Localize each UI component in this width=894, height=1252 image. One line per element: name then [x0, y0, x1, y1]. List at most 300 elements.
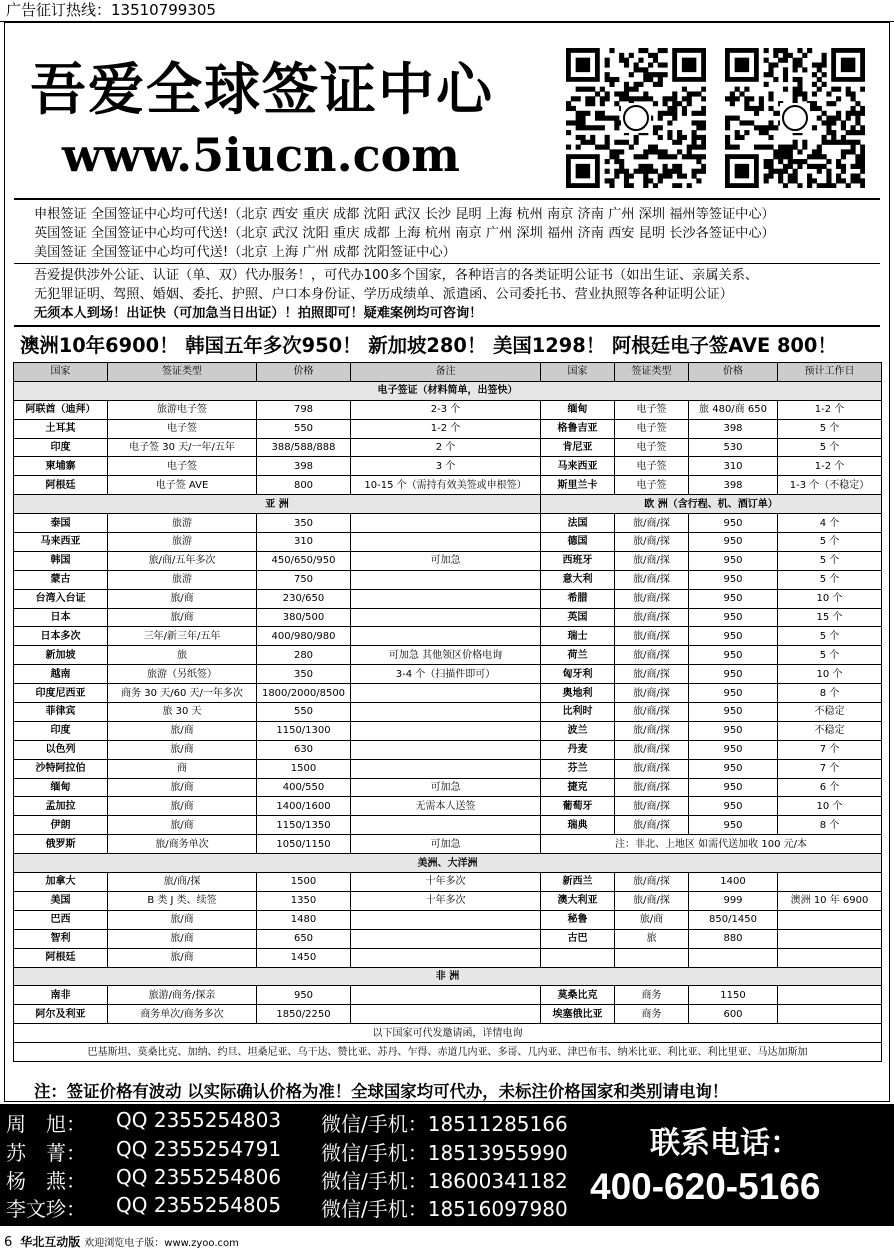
table-cell: 530	[689, 438, 778, 457]
table-cell: 950	[689, 740, 778, 759]
column-header: 价格	[689, 363, 778, 382]
table-row	[14, 608, 882, 627]
table-cell: 400/550	[257, 778, 351, 797]
country-cell	[541, 948, 615, 967]
contact-qq[interactable]: QQ 2355254805	[116, 1193, 282, 1217]
table-cell	[351, 910, 541, 929]
country-cell: 伊朗	[14, 816, 108, 835]
table-cell: 商	[108, 759, 257, 778]
table-cell: 旅/商/探	[615, 646, 689, 665]
table-cell: 10-15 个（需持有效美签或申根签）	[351, 476, 541, 495]
table-cell: 不稳定	[778, 703, 882, 722]
table-cell	[778, 1005, 882, 1024]
table-cell: 950	[689, 778, 778, 797]
table-cell	[351, 948, 541, 967]
contact-name: 李文珍：	[6, 1197, 86, 1221]
section-header: 电子签证（材料简单，出签快）	[14, 381, 882, 400]
table-cell: 旅/商	[108, 929, 257, 948]
table-cell	[351, 514, 541, 533]
table-cell	[351, 589, 541, 608]
country-cell: 新西兰	[541, 873, 615, 892]
table-cell: 3 个	[351, 457, 541, 476]
table-cell: 旅	[108, 646, 257, 665]
table-cell: 十年多次	[351, 891, 541, 910]
table-cell: 1150	[689, 986, 778, 1005]
country-cell: 越南	[14, 665, 108, 684]
table-cell: 旅/商/探	[615, 665, 689, 684]
table-cell: 5 个	[778, 646, 882, 665]
table-row	[14, 627, 882, 646]
price-note: 注：签证价格有波动 以实际确认价格为准！全球国家均可代办，未标注价格国家和类别请电询！	[34, 1082, 729, 1101]
table-row	[14, 684, 882, 703]
table-cell: 旅/商/探	[108, 873, 257, 892]
table-row	[14, 1043, 882, 1062]
table-cell	[351, 608, 541, 627]
country-cell: 缅甸	[541, 400, 615, 419]
table-cell: 388/588/888	[257, 438, 351, 457]
table-row	[14, 476, 882, 495]
table-cell: 不稳定	[778, 721, 882, 740]
country-cell: 韩国	[14, 551, 108, 570]
table-cell	[351, 684, 541, 703]
country-cell: 菲律宾	[14, 703, 108, 722]
table-cell: 旅/商/探	[615, 891, 689, 910]
table-cell: 750	[257, 570, 351, 589]
table-cell: 550	[257, 419, 351, 438]
table-row	[14, 514, 882, 533]
country-cell: 马来西亚	[14, 533, 108, 552]
table-cell: 旅/商/探	[615, 816, 689, 835]
country-cell: 印度	[14, 721, 108, 740]
country-cell: 捷克	[541, 778, 615, 797]
table-row	[14, 419, 882, 438]
section-row	[14, 854, 882, 873]
contact-qq[interactable]: QQ 2355254791	[116, 1137, 282, 1161]
country-cell: 阿尔及利亚	[14, 1005, 108, 1024]
table-cell: 7 个	[778, 759, 882, 778]
country-cell: 英国	[541, 608, 615, 627]
table-note: 注：非北、上地区 如需代送加收 100 元/本	[541, 835, 882, 854]
table-cell: 10 个	[778, 589, 882, 608]
table-cell: 旅游	[108, 514, 257, 533]
table-row	[14, 589, 882, 608]
weibo-qr-code	[566, 48, 706, 188]
table-cell: 310	[257, 533, 351, 552]
country-cell: 德国	[541, 533, 615, 552]
table-cell: 旅游/商务/探亲	[108, 986, 257, 1005]
table-cell: 旅/商	[108, 721, 257, 740]
table-cell: 商务 30 天/60 天/一年多次	[108, 684, 257, 703]
brand-title: 吾爱全球签证中心	[30, 57, 494, 123]
service-line: 英国签证 全国签证中心均可代送!（北京 武汉 沈阳 重庆 成都 上海 杭州 南京 广州 深圳 福州 济南 西安 昆明 长沙各签证中心）	[34, 226, 775, 241]
country-cell: 澳大利亚	[541, 891, 615, 910]
country-cell: 台湾入台证	[14, 589, 108, 608]
section-row	[14, 381, 882, 400]
country-cell: 匈牙利	[541, 665, 615, 684]
table-row	[14, 438, 882, 457]
table-cell: 商务	[615, 986, 689, 1005]
table-cell: 旅/商	[108, 910, 257, 929]
table-cell: 1400/1600	[257, 797, 351, 816]
table-cell: 电子签 AVE	[108, 476, 257, 495]
hotline-label: 联系电话：	[650, 1126, 800, 1161]
table-cell	[778, 948, 882, 967]
table-cell: 950	[689, 570, 778, 589]
country-cell: 加拿大	[14, 873, 108, 892]
hotline-number[interactable]: 400-620-5166	[590, 1166, 821, 1207]
table-cell: 1150/1300	[257, 721, 351, 740]
table-row	[14, 929, 882, 948]
table-cell: 3-4 个（扫描件即可）	[351, 665, 541, 684]
table-cell: 600	[689, 1005, 778, 1024]
table-row	[14, 665, 882, 684]
section-row	[14, 967, 882, 986]
country-cell: 印度	[14, 438, 108, 457]
table-cell: 十年多次	[351, 873, 541, 892]
column-header: 国家	[541, 363, 615, 382]
table-cell: 950	[689, 514, 778, 533]
country-cell: 俄罗斯	[14, 835, 108, 854]
table-cell: 旅 480/商 650	[689, 400, 778, 419]
table-cell: 880	[689, 929, 778, 948]
table-cell	[778, 929, 882, 948]
table-cell: 400/980/980	[257, 627, 351, 646]
contact-qq[interactable]: QQ 2355254803	[116, 1108, 282, 1132]
table-cell: 1480	[257, 910, 351, 929]
table-cell: 5 个	[778, 551, 882, 570]
table-cell: 350	[257, 514, 351, 533]
page-number: 6	[4, 1235, 13, 1250]
table-cell: 1050/1150	[257, 835, 351, 854]
service-line: 申根签证 全国签证中心均可代送!（北京 西安 重庆 成都 沈阳 武汉 长沙 昆明 上海 杭州 南京 济南 广州 深圳 福州等签证中心）	[34, 207, 775, 222]
table-cell	[351, 740, 541, 759]
table-cell: 可加急	[351, 835, 541, 854]
table-cell: B 类 J 类、续签	[108, 891, 257, 910]
table-cell: 398	[257, 457, 351, 476]
table-cell	[351, 986, 541, 1005]
table-row	[14, 816, 882, 835]
country-cell: 希腊	[541, 589, 615, 608]
brand-url[interactable]: www.5iucn.com	[62, 128, 460, 182]
table-cell: 950	[689, 646, 778, 665]
column-header: 签证类型	[615, 363, 689, 382]
country-cell: 斯里兰卡	[541, 476, 615, 495]
table-cell: 950	[689, 665, 778, 684]
table-cell: 旅	[615, 929, 689, 948]
country-cell: 马来西亚	[541, 457, 615, 476]
country-cell: 比利时	[541, 703, 615, 722]
contact-phone[interactable]: 微信/手机：18513955990	[321, 1141, 568, 1165]
table-cell: 旅/商/探	[615, 873, 689, 892]
table-cell	[778, 986, 882, 1005]
table-cell: 950	[689, 816, 778, 835]
table-cell: 10 个	[778, 797, 882, 816]
table-row	[14, 778, 882, 797]
country-cell: 奥地利	[541, 684, 615, 703]
table-cell: 旅/商	[108, 740, 257, 759]
country-cell: 埃塞俄比亚	[541, 1005, 615, 1024]
column-header: 预计工作日	[778, 363, 882, 382]
divider	[14, 325, 880, 327]
country-cell: 阿根廷	[14, 948, 108, 967]
country-cell: 肯尼亚	[541, 438, 615, 457]
column-header: 签证类型	[108, 363, 257, 382]
table-cell	[778, 873, 882, 892]
table-cell: 1350	[257, 891, 351, 910]
table-cell: 800	[257, 476, 351, 495]
table-cell: 旅/商/探	[615, 627, 689, 646]
country-cell: 瑞典	[541, 816, 615, 835]
table-cell: 旅/商/探	[615, 684, 689, 703]
wechat-qr-code	[725, 48, 865, 188]
table-cell: 旅/商/探	[615, 797, 689, 816]
table-cell: 旅/商/探	[615, 759, 689, 778]
contact-phone[interactable]: 微信/手机：18516097980	[321, 1197, 568, 1221]
table-cell: 旅/商	[108, 816, 257, 835]
table-cell: 380/500	[257, 608, 351, 627]
table-cell: 旅/商/探	[615, 608, 689, 627]
table-cell: 旅 30 天	[108, 703, 257, 722]
table-cell: 2 个	[351, 438, 541, 457]
table-cell: 5 个	[778, 570, 882, 589]
country-cell: 格鲁吉亚	[541, 419, 615, 438]
contact-phone[interactable]: 微信/手机：18600341182	[321, 1169, 568, 1193]
table-cell: 1450	[257, 948, 351, 967]
table-row	[14, 646, 882, 665]
country-cell: 莫桑比克	[541, 986, 615, 1005]
table-cell: 1150/1350	[257, 816, 351, 835]
country-cell: 智利	[14, 929, 108, 948]
country-cell: 缅甸	[14, 778, 108, 797]
table-cell: 2-3 个	[351, 400, 541, 419]
invite-title: 以下国家可代发邀请函，详情电询	[14, 1024, 882, 1043]
table-cell: 商务	[615, 1005, 689, 1024]
table-cell: 可加急 其他领区价格电询	[351, 646, 541, 665]
table-cell: 7 个	[778, 740, 882, 759]
table-cell	[351, 721, 541, 740]
country-cell: 意大利	[541, 570, 615, 589]
table-row	[14, 551, 882, 570]
table-cell	[351, 1005, 541, 1024]
table-cell: 旅/商务单次	[108, 835, 257, 854]
table-cell: 旅游	[108, 533, 257, 552]
table-cell: 旅/商/探	[615, 740, 689, 759]
table-cell: 旅游	[108, 570, 257, 589]
table-cell: 旅/商	[615, 910, 689, 929]
table-cell: 旅/商/五年多次	[108, 551, 257, 570]
table-cell: 电子签	[108, 457, 257, 476]
country-cell: 法国	[541, 514, 615, 533]
section-header: 美洲、大洋洲	[14, 854, 882, 873]
section-header: 欧 洲（含行程、机、酒订单）	[541, 495, 882, 514]
table-cell: 电子签	[615, 419, 689, 438]
table-cell: 650	[257, 929, 351, 948]
footer-text[interactable]: 欢迎浏览电子版：www.zyoo.com	[84, 1238, 239, 1249]
table-cell	[778, 910, 882, 929]
table-cell: 850/1450	[689, 910, 778, 929]
table-cell: 旅/商	[108, 778, 257, 797]
table-cell: 旅/商/探	[615, 589, 689, 608]
table-row	[14, 1005, 882, 1024]
country-cell: 以色列	[14, 740, 108, 759]
country-cell: 阿联酋（迪拜）	[14, 400, 108, 419]
table-cell: 398	[689, 476, 778, 495]
table-cell: 1850/2250	[257, 1005, 351, 1024]
table-cell: 澳洲 10 年 6900	[778, 891, 882, 910]
table-row	[14, 703, 882, 722]
table-row	[14, 721, 882, 740]
table-cell	[351, 533, 541, 552]
table-cell: 旅/商/探	[615, 721, 689, 740]
service-line: 美国签证 全国签证中心均可代送!（北京 上海 广州 成都 沈阳签证中心）	[34, 245, 456, 260]
table-row	[14, 873, 882, 892]
table-cell: 电子签	[615, 476, 689, 495]
country-cell: 南非	[14, 986, 108, 1005]
table-row	[14, 1024, 882, 1043]
table-cell: 8 个	[778, 816, 882, 835]
country-cell: 葡萄牙	[541, 797, 615, 816]
table-cell: 950	[689, 759, 778, 778]
table-cell: 5 个	[778, 419, 882, 438]
table-cell: 950	[257, 986, 351, 1005]
country-cell: 柬埔寨	[14, 457, 108, 476]
table-cell: 5 个	[778, 438, 882, 457]
section-row	[14, 495, 882, 514]
table-cell: 1500	[257, 873, 351, 892]
country-cell: 日本多次	[14, 627, 108, 646]
table-cell: 旅游（另纸签）	[108, 665, 257, 684]
contact-name: 杨 燕：	[6, 1169, 86, 1193]
table-cell: 可加急	[351, 778, 541, 797]
ad-hotline: 广告征订热线：13510799305	[0, 0, 894, 22]
table-cell: 310	[689, 457, 778, 476]
table-cell: 旅/商	[108, 608, 257, 627]
contact-phone[interactable]: 微信/手机：18511285166	[321, 1112, 568, 1136]
divider	[14, 263, 880, 264]
table-cell	[351, 816, 541, 835]
table-cell: 1400	[689, 873, 778, 892]
country-cell: 波兰	[541, 721, 615, 740]
table-cell: 10 个	[778, 665, 882, 684]
table-cell: 1-2 个	[778, 457, 882, 476]
table-cell: 电子签	[108, 419, 257, 438]
divider	[14, 198, 880, 200]
service-line: 无犯罪证明、驾照、婚姻、委托、护照、户口本身份证、学历成绩单、派遣函、公司委托书、营业执照等各种证明公证）	[34, 287, 733, 302]
country-cell: 古巴	[541, 929, 615, 948]
table-row	[14, 910, 882, 929]
table-cell: 5 个	[778, 533, 882, 552]
table-cell: 950	[689, 684, 778, 703]
table-cell	[351, 929, 541, 948]
country-cell: 荷兰	[541, 646, 615, 665]
table-cell: 旅/商	[108, 589, 257, 608]
table-cell	[351, 627, 541, 646]
table-cell: 可加急	[351, 551, 541, 570]
table-cell: 旅/商/探	[615, 551, 689, 570]
table-cell: 旅/商/探	[615, 514, 689, 533]
promo-banner: 澳洲10年6900！ 韩国五年多次950！ 新加坡280！ 美国1298！ 阿根廷电子签AVE 800！	[20, 334, 837, 357]
service-line: 无须本人到场！出证快（可加急当日出证）！拍照即可！疑难案例均可咨询！	[34, 306, 483, 321]
table-row	[14, 457, 882, 476]
table-row	[14, 759, 882, 778]
table-cell	[689, 948, 778, 967]
table-cell	[351, 759, 541, 778]
table-cell: 630	[257, 740, 351, 759]
table-cell: 8 个	[778, 684, 882, 703]
table-cell: 450/650/950	[257, 551, 351, 570]
table-cell: 1800/2000/8500	[257, 684, 351, 703]
contact-qq[interactable]: QQ 2355254806	[116, 1165, 282, 1189]
country-cell: 秘鲁	[541, 910, 615, 929]
table-cell: 350	[257, 665, 351, 684]
table-cell: 4 个	[778, 514, 882, 533]
country-cell: 蒙古	[14, 570, 108, 589]
table-cell: 无需本人送签	[351, 797, 541, 816]
header-row	[14, 363, 882, 382]
table-cell: 电子签	[615, 400, 689, 419]
section-header: 亚 洲	[14, 495, 541, 514]
table-row	[14, 948, 882, 967]
contact-name: 周 旭：	[6, 1112, 86, 1136]
table-cell: 950	[689, 721, 778, 740]
country-cell: 新加坡	[14, 646, 108, 665]
column-header: 国家	[14, 363, 108, 382]
table-cell	[351, 570, 541, 589]
table-cell: 950	[689, 551, 778, 570]
country-cell: 泰国	[14, 514, 108, 533]
country-cell: 孟加拉	[14, 797, 108, 816]
table-cell: 950	[689, 608, 778, 627]
country-cell: 巴西	[14, 910, 108, 929]
country-cell: 印度尼西亚	[14, 684, 108, 703]
invite-list: 巴基斯坦、莫桑比克、加纳、约旦、坦桑尼亚、乌干达、赞比亚、苏丹、乍得、赤道几内亚、多哥、几内亚、津巴布韦、纳米比亚、利比亚、利比里亚、马达加斯加	[14, 1043, 882, 1062]
publication-name: 华北互动版	[20, 1235, 81, 1249]
table-cell: 商务单次/商务多次	[108, 1005, 257, 1024]
table-cell: 旅/商/探	[615, 778, 689, 797]
service-line: 吾爱提供涉外公证、认证（单、双）代办服务！，可代办100多个国家，各种语言的各类证明公证书（如出生证、亲属关系、	[34, 268, 759, 283]
country-cell: 美国	[14, 891, 108, 910]
table-cell: 999	[689, 891, 778, 910]
table-cell: 三年/新三年/五年	[108, 627, 257, 646]
table-cell: 6 个	[778, 778, 882, 797]
table-cell: 950	[689, 533, 778, 552]
table-cell: 电子签	[615, 438, 689, 457]
country-cell: 丹麦	[541, 740, 615, 759]
table-cell: 1-2 个	[778, 400, 882, 419]
table-cell: 1-2 个	[351, 419, 541, 438]
table-cell: 280	[257, 646, 351, 665]
table-row	[14, 835, 882, 854]
table-cell: 电子签 30 天/一年/五年	[108, 438, 257, 457]
table-cell: 950	[689, 797, 778, 816]
contact-panel	[0, 1104, 894, 1226]
table-cell: 398	[689, 419, 778, 438]
country-cell: 沙特阿拉伯	[14, 759, 108, 778]
country-cell: 西班牙	[541, 551, 615, 570]
section-header: 非 洲	[14, 967, 882, 986]
table-row	[14, 570, 882, 589]
contact-name: 苏 菁：	[6, 1141, 86, 1165]
table-cell: 798	[257, 400, 351, 419]
visa-price-table	[13, 362, 882, 1062]
table-cell	[615, 948, 689, 967]
column-header: 价格	[257, 363, 351, 382]
table-cell: 15 个	[778, 608, 882, 627]
table-cell: 1-3 个（不稳定）	[778, 476, 882, 495]
table-cell: 1500	[257, 759, 351, 778]
table-row	[14, 986, 882, 1005]
country-cell: 瑞士	[541, 627, 615, 646]
